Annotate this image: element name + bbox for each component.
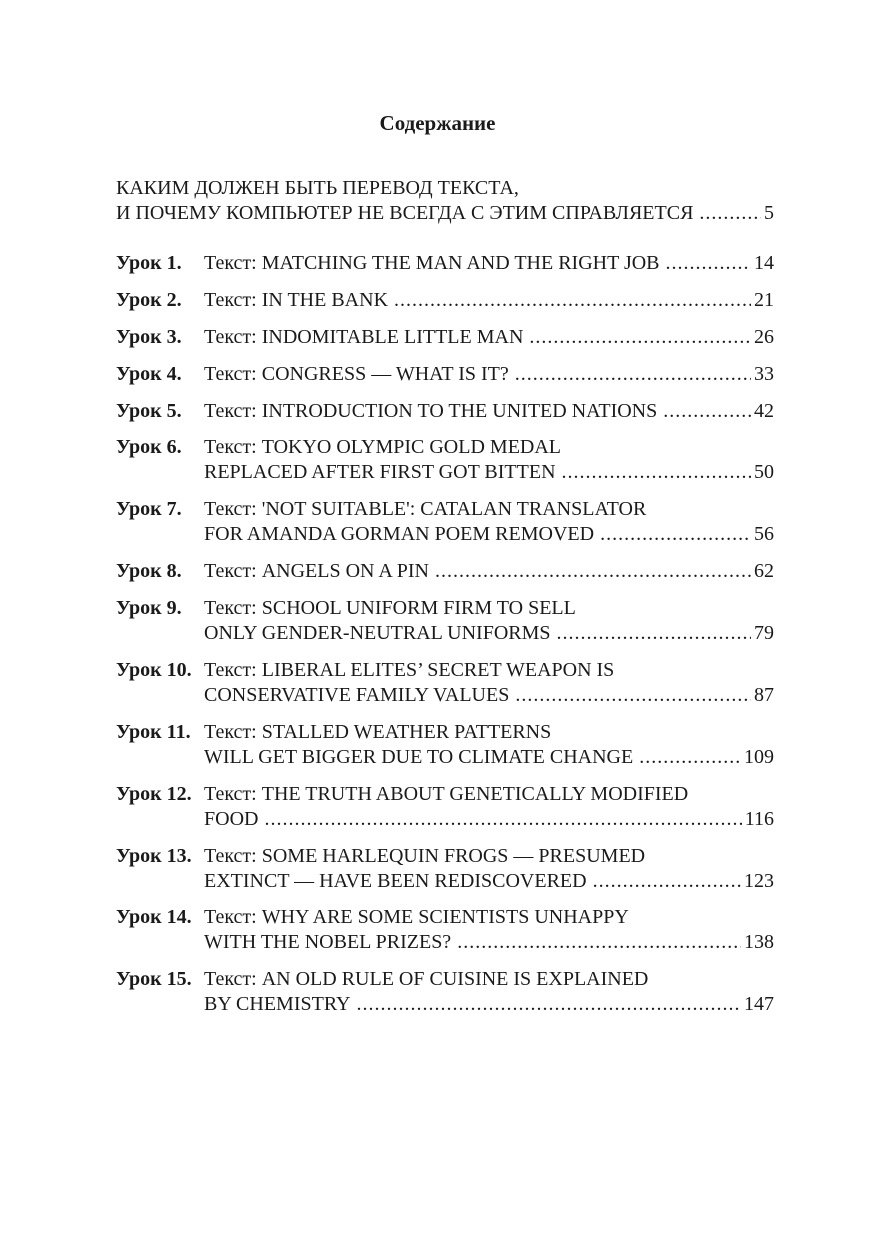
entry-text: Текст: CONGRESS — WHAT IS IT? bbox=[204, 363, 509, 385]
entry-text: Текст: SCHOOL UNIFORM FIRM TO SELL bbox=[204, 597, 576, 619]
page-number: 79 bbox=[754, 622, 774, 644]
dot-leader bbox=[435, 559, 751, 584]
lesson-label: Урок 3. bbox=[116, 326, 182, 348]
page-number: 123 bbox=[744, 870, 774, 892]
entry-text: Текст: ANGELS ON A PIN bbox=[204, 560, 429, 582]
lesson-label: Урок 1. bbox=[116, 252, 182, 274]
dot-leader bbox=[699, 201, 761, 226]
dot-leader bbox=[593, 869, 741, 894]
lesson-label: Урок 4. bbox=[116, 363, 182, 385]
entry-text: Текст: LIBERAL ELITES’ SECRET WEAPON IS bbox=[204, 659, 615, 681]
dot-leader bbox=[666, 251, 751, 276]
intro-entry bbox=[116, 176, 774, 226]
dot-leader bbox=[557, 621, 751, 646]
entry-text: Текст: STALLED WEATHER PATTERNS bbox=[204, 721, 552, 743]
entry-text: ONLY GENDER-NEUTRAL UNIFORMS bbox=[204, 622, 551, 644]
lesson-label: Урок 13. bbox=[116, 845, 192, 867]
page-number: 5 bbox=[764, 202, 774, 224]
entry-text: Текст: AN OLD RULE OF CUISINE IS EXPLAINED bbox=[204, 968, 649, 990]
entry-text: REPLACED AFTER FIRST GOT BITTEN bbox=[204, 461, 556, 483]
lesson-label: Урок 12. bbox=[116, 783, 192, 805]
dot-leader bbox=[515, 362, 751, 387]
entry-text: Текст: WHY ARE SOME SCIENTISTS UNHAPPY bbox=[204, 906, 629, 928]
lesson-label: Урок 5. bbox=[116, 400, 182, 422]
dot-leader bbox=[264, 807, 741, 832]
dot-leader bbox=[357, 992, 741, 1017]
page-number: 56 bbox=[754, 523, 774, 545]
dot-leader bbox=[663, 399, 751, 424]
dot-leader bbox=[457, 930, 741, 955]
dot-leader bbox=[639, 745, 741, 770]
entry-text: Текст: TOKYO OLYMPIC GOLD MEDAL bbox=[204, 436, 562, 458]
lesson-label: Урок 8. bbox=[116, 560, 182, 582]
entry-text: Текст: THE TRUTH ABOUT GENETICALLY MODIFIED bbox=[204, 783, 689, 805]
intro-text-2: И ПОЧЕМУ КОМПЬЮТЕР НЕ ВСЕГДА С ЭТИМ СПРАВЛЯЕТСЯ bbox=[116, 202, 694, 224]
dot-leader bbox=[515, 683, 751, 708]
page-title: Содержание bbox=[379, 111, 496, 135]
entry-text: Текст: SOME HARLEQUIN FROGS — PRESUMED bbox=[204, 845, 646, 867]
entry-text: Текст: 'NOT SUITABLE': CATALAN TRANSLATOR bbox=[204, 498, 647, 520]
entry-text: WILL GET BIGGER DUE TO CLIMATE CHANGE bbox=[204, 746, 634, 768]
page-number: 14 bbox=[754, 252, 774, 274]
dot-leader bbox=[562, 460, 751, 485]
lesson-label: Урок 2. bbox=[116, 289, 182, 311]
entry-text: CONSERVATIVE FAMILY VALUES bbox=[204, 684, 510, 706]
lesson-label: Урок 15. bbox=[116, 968, 192, 990]
lesson-label: Урок 14. bbox=[116, 906, 192, 928]
lesson-label: Урок 7. bbox=[116, 498, 182, 520]
page-number: 87 bbox=[754, 684, 774, 706]
entry-text: FOR AMANDA GORMAN POEM REMOVED bbox=[204, 523, 595, 545]
intro-line-2 bbox=[116, 201, 774, 226]
entry-text: Текст: INDOMITABLE LITTLE MAN bbox=[204, 326, 524, 348]
page-number: 147 bbox=[744, 993, 774, 1015]
dot-leader bbox=[600, 522, 751, 547]
lesson-label: Урок 11. bbox=[116, 721, 191, 743]
entry-text: Текст: MATCHING THE MAN AND THE RIGHT JOB bbox=[204, 252, 660, 274]
page-number: 26 bbox=[754, 326, 774, 348]
page-number: 138 bbox=[744, 931, 774, 953]
page-number: 33 bbox=[754, 363, 774, 385]
entry-text: WITH THE NOBEL PRIZES? bbox=[204, 931, 452, 953]
dot-leader bbox=[529, 325, 751, 350]
page-number: 21 bbox=[754, 289, 774, 311]
entry-text: Текст: IN THE BANK bbox=[204, 289, 389, 311]
intro-text-1: КАКИМ ДОЛЖЕН БЫТЬ ПЕРЕВОД ТЕКСТА, bbox=[116, 177, 519, 199]
page-number: 62 bbox=[754, 560, 774, 582]
entry-text: Текст: INTRODUCTION TO THE UNITED NATIONS bbox=[204, 400, 658, 422]
lesson-label: Урок 10. bbox=[116, 659, 192, 681]
page-number: 42 bbox=[754, 400, 774, 422]
lesson-label: Урок 9. bbox=[116, 597, 182, 619]
page-number: 109 bbox=[744, 746, 774, 768]
intro-line-1 bbox=[116, 176, 774, 201]
page-number: 116 bbox=[744, 808, 774, 830]
page-number: 50 bbox=[754, 461, 774, 483]
lesson-label: Урок 6. bbox=[116, 436, 182, 458]
entry-text: EXTINCT — HAVE BEEN REDISCOVERED bbox=[204, 870, 587, 892]
entry-text: BY CHEMISTRY bbox=[204, 993, 351, 1015]
entry-text: FOOD bbox=[204, 808, 259, 830]
dot-leader bbox=[394, 288, 751, 313]
